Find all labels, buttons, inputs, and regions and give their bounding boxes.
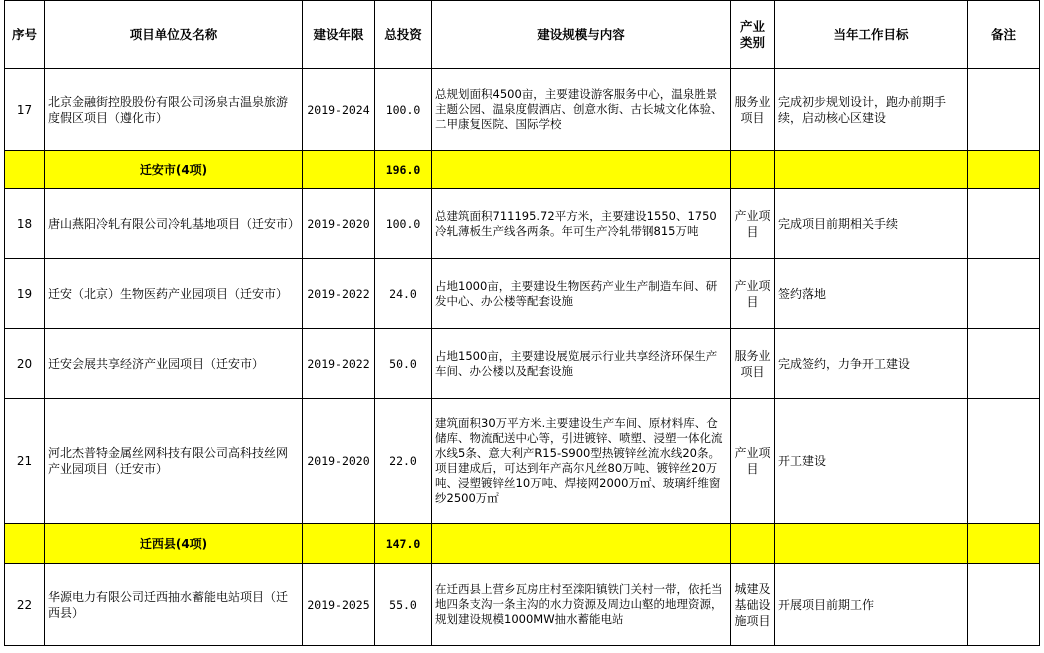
cell-unit: 唐山燕阳冷轧有限公司冷轧基地项目（迁安市） bbox=[45, 189, 303, 259]
project-table bbox=[4, 0, 1040, 646]
cell-unit: 北京金融街控股股份有限公司汤泉古温泉旅游度假区项目（遵化市） bbox=[45, 69, 303, 151]
cell-content: 在迁西县上营乡瓦房庄村至滦阳镇铁门关村一带，依托当地四条支沟一条主沟的水力资源及周边山壑的地理资源，规划建设规模1000MW抽水蓄能电站 bbox=[432, 564, 731, 646]
cell-category: 产业项目 bbox=[731, 399, 775, 524]
cell-unit: 河北杰普特金属丝网科技有限公司高科技丝网产业园项目（迁安市） bbox=[45, 399, 303, 524]
col-header-seq: 序号 bbox=[5, 1, 45, 69]
cell-content: 占地1500亩，主要建设展览展示行业共享经济环保生产车间、办公楼以及配套设施 bbox=[432, 329, 731, 399]
cell-years: 2019-2025 bbox=[303, 564, 375, 646]
table-row bbox=[5, 329, 1040, 399]
table-row bbox=[5, 564, 1040, 646]
cell-content: 总建筑面积711195.72平方米，主要建设1550、1750冷轧薄板生产线各两条。年可生产冷轧带钢815万吨 bbox=[432, 189, 731, 259]
cell-years bbox=[303, 151, 375, 189]
cell-category bbox=[731, 151, 775, 189]
cell-goal bbox=[775, 524, 968, 564]
cell-goal: 完成项目前期相关手续 bbox=[775, 189, 968, 259]
cell-invest: 100.0 bbox=[375, 69, 432, 151]
cell-note bbox=[968, 69, 1040, 151]
cell-seq: 22 bbox=[5, 564, 45, 646]
section-row bbox=[5, 151, 1040, 189]
section-invest-total: 147.0 bbox=[375, 524, 432, 564]
section-row bbox=[5, 524, 1040, 564]
header-row bbox=[5, 1, 1040, 69]
cell-invest: 24.0 bbox=[375, 259, 432, 329]
cell-note bbox=[968, 329, 1040, 399]
cell-category bbox=[731, 524, 775, 564]
cell-unit: 迁安会展共享经济产业园项目（迁安市） bbox=[45, 329, 303, 399]
cell-category: 产业项目 bbox=[731, 189, 775, 259]
cell-content: 总规划面积4500亩，主要建设游客服务中心，温泉胜景主题公园、温泉度假酒店、创意水街、古长城文化体验、二甲康复医院、国际学校 bbox=[432, 69, 731, 151]
cell-goal: 开展项目前期工作 bbox=[775, 564, 968, 646]
table-row bbox=[5, 399, 1040, 524]
col-header-category: 产业类别 bbox=[731, 1, 775, 69]
cell-seq: 21 bbox=[5, 399, 45, 524]
cell-seq: 20 bbox=[5, 329, 45, 399]
cell-category: 产业项目 bbox=[731, 259, 775, 329]
cell-years: 2019-2024 bbox=[303, 69, 375, 151]
cell-years bbox=[303, 524, 375, 564]
cell-content: 建筑面积30万平方米.主要建设生产车间、原材料库、仓储库、物流配送中心等，引进镀锌、喷塑、浸塑一体化流水线5条、意大利产R15-S900型热镀锌丝流水线20条。项目建成后，可达到年产高尔凡丝80万吨、镀锌丝20万吨、浸塑镀锌丝10万吨、焊接网2000万㎡、玻璃纤维窗纱2500万㎡ bbox=[432, 399, 731, 524]
cell-content bbox=[432, 524, 731, 564]
cell-note bbox=[968, 151, 1040, 189]
cell-invest: 55.0 bbox=[375, 564, 432, 646]
cell-invest: 50.0 bbox=[375, 329, 432, 399]
col-header-invest: 总投资 bbox=[375, 1, 432, 69]
cell-goal: 完成签约，力争开工建设 bbox=[775, 329, 968, 399]
cell-category: 城建及基础设施项目 bbox=[731, 564, 775, 646]
col-header-content: 建设规模与内容 bbox=[432, 1, 731, 69]
cell-goal: 完成初步规划设计，跑办前期手续，启动核心区建设 bbox=[775, 69, 968, 151]
cell-seq bbox=[5, 151, 45, 189]
cell-goal: 开工建设 bbox=[775, 399, 968, 524]
col-header-years: 建设年限 bbox=[303, 1, 375, 69]
cell-note bbox=[968, 564, 1040, 646]
table-row bbox=[5, 189, 1040, 259]
cell-content: 占地1000亩，主要建设生物医药产业生产制造车间、研发中心、办公楼等配套设施 bbox=[432, 259, 731, 329]
cell-goal bbox=[775, 151, 968, 189]
cell-note bbox=[968, 524, 1040, 564]
cell-note bbox=[968, 189, 1040, 259]
cell-seq bbox=[5, 524, 45, 564]
col-header-goal: 当年工作目标 bbox=[775, 1, 968, 69]
cell-invest: 22.0 bbox=[375, 399, 432, 524]
cell-note bbox=[968, 399, 1040, 524]
cell-category: 服务业项目 bbox=[731, 69, 775, 151]
cell-unit: 华源电力有限公司迁西抽水蓄能电站项目（迁西县） bbox=[45, 564, 303, 646]
cell-goal: 签约落地 bbox=[775, 259, 968, 329]
section-title: 迁安市(4项) bbox=[45, 151, 303, 189]
cell-years: 2019-2020 bbox=[303, 189, 375, 259]
cell-category: 服务业项目 bbox=[731, 329, 775, 399]
cell-content bbox=[432, 151, 731, 189]
cell-unit: 迁安（北京）生物医药产业园项目（迁安市） bbox=[45, 259, 303, 329]
cell-seq: 19 bbox=[5, 259, 45, 329]
col-header-unit: 项目单位及名称 bbox=[45, 1, 303, 69]
cell-seq: 18 bbox=[5, 189, 45, 259]
cell-years: 2019-2022 bbox=[303, 259, 375, 329]
table-row bbox=[5, 259, 1040, 329]
section-title: 迁西县(4项) bbox=[45, 524, 303, 564]
col-header-note: 备注 bbox=[968, 1, 1040, 69]
cell-note bbox=[968, 259, 1040, 329]
cell-seq: 17 bbox=[5, 69, 45, 151]
cell-years: 2019-2020 bbox=[303, 399, 375, 524]
section-invest-total: 196.0 bbox=[375, 151, 432, 189]
table-row bbox=[5, 69, 1040, 151]
cell-invest: 100.0 bbox=[375, 189, 432, 259]
cell-years: 2019-2022 bbox=[303, 329, 375, 399]
